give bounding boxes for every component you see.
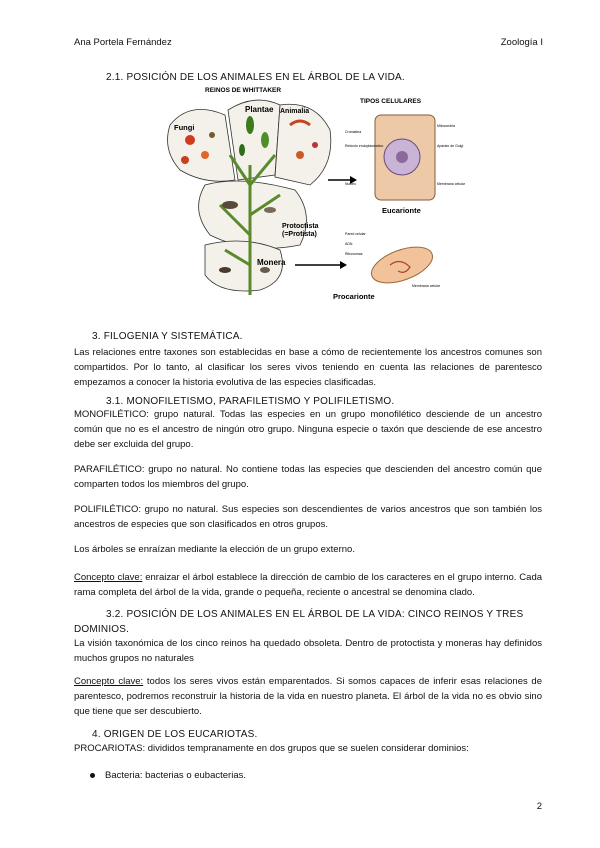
bullet-item <box>90 770 246 781</box>
section-3-2-title-1: 3.2. POSICIÓN DE LOS ANIMALES EN EL ÁRBOL DE LA VIDA: CINCO REINOS Y TRES <box>106 609 524 620</box>
key-concept-1 <box>74 570 542 600</box>
key-concept-label: Concepto clave: <box>74 676 144 687</box>
label-animalia: Animalia <box>280 108 310 115</box>
section-3-intro: Las relaciones entre taxones son establecidas en base a cómo de recientemente los ancestros comunes son compartidos. Por lo tanto, al clasificar los seres vivos teniendo en cuenta las relaciones de parentesco empezamos a conocer la historia evolutiva de las especies clasificadas. <box>74 347 542 388</box>
label-eucariote: Eucarionte <box>382 206 421 215</box>
label-protoctista: Protoctista <box>282 223 319 230</box>
key-concept-2 <box>74 674 542 719</box>
svg-text:Membrana celular: Membrana celular <box>437 182 466 186</box>
section-2-1-title: 2.1. POSICIÓN DE LOS ANIMALES EN EL ÁRBOL DE LA VIDA. <box>106 72 405 83</box>
paraphyletic-paragraph: PARAFILÉTICO: grupo no natural. No contiene todas las especies que descienden del ancestro común que comparten todos los miembros del grupo. <box>74 464 542 490</box>
animalia-bubble <box>275 104 331 185</box>
page-number: 2 <box>536 801 542 812</box>
kingdoms-title: REINOS DE WHITTAKER <box>205 87 282 94</box>
header-course: Zoología I <box>500 37 543 48</box>
label-plantae: Plantae <box>245 105 274 114</box>
bullet-text: Bacteria: bacterias o eubacterias. <box>105 770 246 781</box>
section-3-2-title-2: DOMINIOS. <box>74 624 130 635</box>
section-3-1-title: 3.1. MONOFILETISMO, PARAFILETISMO Y POLIFILETISMO. <box>106 396 395 407</box>
label-protista: (=Protista) <box>282 231 317 238</box>
roots-paragraph: Los árboles se enraízan mediante la elección de un grupo externo. <box>74 544 355 555</box>
bullet-icon <box>90 773 95 778</box>
header-author: Ana Portela Fernández <box>74 37 172 48</box>
label-fungi: Fungi <box>174 123 195 132</box>
polyphyletic-paragraph: POLIFILÉTICO: grupo no natural. Sus especies son descendientes de varios ancestros que son también los ancestros de especies que son clasificados en otros grupos. <box>74 504 542 530</box>
section-3-2-paragraph: La visión taxonómica de los cinco reinos ha quedado obsoleta. Dentro de protoctista y moneras hay definidos muchos grupos no naturales <box>74 638 542 664</box>
key-concept-text: todos los seres vivos están emparentados. Si somos capaces de inferir esas relaciones de parentesco, podremos reconstruir la historia de la vida en nuestro planeta. El árbol de la vida no es obvio sino que tiene que ser descubierto. <box>74 676 542 717</box>
section-4-title: 4. ORIGEN DE LOS EUCARIOTAS. <box>92 729 258 740</box>
key-concept-label: Concepto clave: <box>74 572 143 583</box>
fungi-bubble <box>168 109 235 181</box>
svg-text:Retículo endoplasmático: Retículo endoplasmático <box>345 144 384 148</box>
label-procariote: Procarionte <box>333 292 375 301</box>
monophyletic-paragraph: MONOFILÉTICO: grupo natural. Todas las especies en un grupo monofilético desciende de un ancestro común que no es el ancestro de ningún otro grupo. Ninguna especie o taxón que desciende de ese ancestro debe ser excluida del grupo. <box>74 409 542 450</box>
svg-text:Membrana celular: Membrana celular <box>412 284 441 288</box>
svg-text:Cromatina: Cromatina <box>345 130 362 134</box>
svg-text:Ribosomas: Ribosomas <box>345 252 363 256</box>
svg-text:Pared celular: Pared celular <box>345 232 366 236</box>
cell-types-title: TIPOS CELULARES <box>360 98 422 105</box>
prokaryotic-cell <box>367 240 437 290</box>
key-concept-text: enraizar el árbol establece la dirección de cambio de los caracteres en el grupo interno. Cada rama completa del árbol de la vida, grande o pequeña, reciente o ancestral se denomina clado. <box>74 572 543 598</box>
label-monera: Monera <box>257 258 286 267</box>
svg-text:ADN: ADN <box>345 242 353 246</box>
tree-of-life-figure <box>150 85 466 305</box>
svg-text:Núcleo: Núcleo <box>345 182 356 186</box>
section-4-paragraph: PROCARIOTAS: divididos tempranamente en dos grupos que se suelen considerar dominios: <box>74 743 469 754</box>
svg-text:Aparato de Golgi: Aparato de Golgi <box>437 144 464 148</box>
section-3-title: 3. FILOGENIA Y SISTEMÁTICA. <box>92 331 243 342</box>
svg-text:Mitocondria: Mitocondria <box>437 124 456 128</box>
